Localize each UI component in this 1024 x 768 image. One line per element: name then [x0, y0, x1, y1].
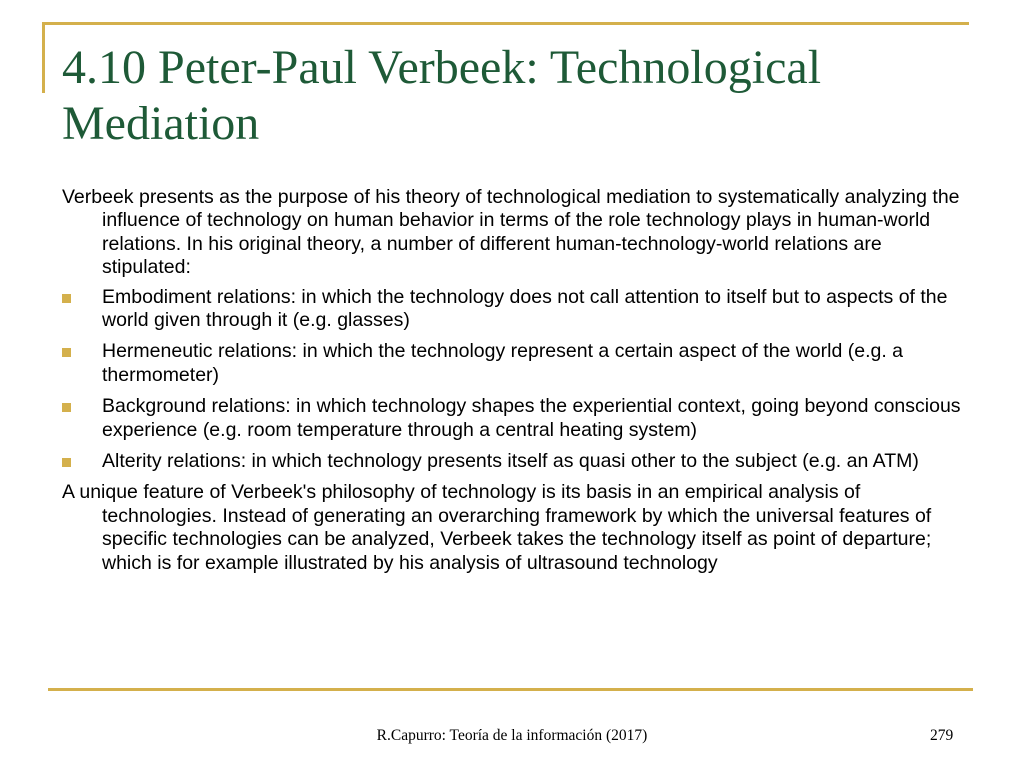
square-bullet-icon	[62, 403, 71, 412]
intro-paragraph: Verbeek presents as the purpose of his theory of technological mediation to systematically analyzing the influence of technology on human behavior in terms of the role technology plays in human-world relations. In his original theory, a number of different human-technology-world relations are stipulated:	[62, 186, 960, 279]
square-bullet-icon	[62, 348, 71, 357]
closing-paragraph: A unique feature of Verbeek's philosophy of technology is its basis in an empirical analysis of technologies. Instead of generating an overarching framework by which the universal features of specific technologies can be analyzed, Verbeek takes the technology itself as point of departure; which is for example illustrated by his analysis of ultrasound technology	[62, 481, 932, 574]
slide-title: 4.10 Peter-Paul Verbeek: Technological Mediation	[62, 41, 822, 150]
footer-rule	[48, 688, 973, 691]
list-item-text: Embodiment relations: in which the technology does not call attention to itself but to aspects of the world given through it (e.g. glasses)	[102, 285, 948, 332]
square-bullet-icon	[62, 294, 71, 303]
relations-list	[62, 286, 967, 474]
list-item-text: Background relations: in which technology shapes the experiential context, going beyond conscious experience (e.g. room temperature through a central heating system)	[102, 395, 961, 441]
list-item	[62, 340, 967, 387]
page-number: 279	[930, 727, 954, 744]
frame-top-rule	[42, 22, 969, 25]
list-item-text: Alterity relations: in which technology presents itself as quasi other to the subject (e.g. an ATM)	[102, 450, 919, 473]
list-item-text: Hermeneutic relations: in which the technology represent a certain aspect of the world (e.g. a thermometer)	[102, 340, 904, 386]
list-item	[62, 286, 967, 333]
frame-left-rule	[42, 22, 45, 93]
footer-citation: R.Capurro: Teoría de la información (2017)	[376, 727, 648, 744]
square-bullet-icon	[62, 458, 71, 467]
list-item	[62, 395, 967, 442]
list-item	[62, 450, 967, 473]
slide-body	[62, 186, 967, 575]
